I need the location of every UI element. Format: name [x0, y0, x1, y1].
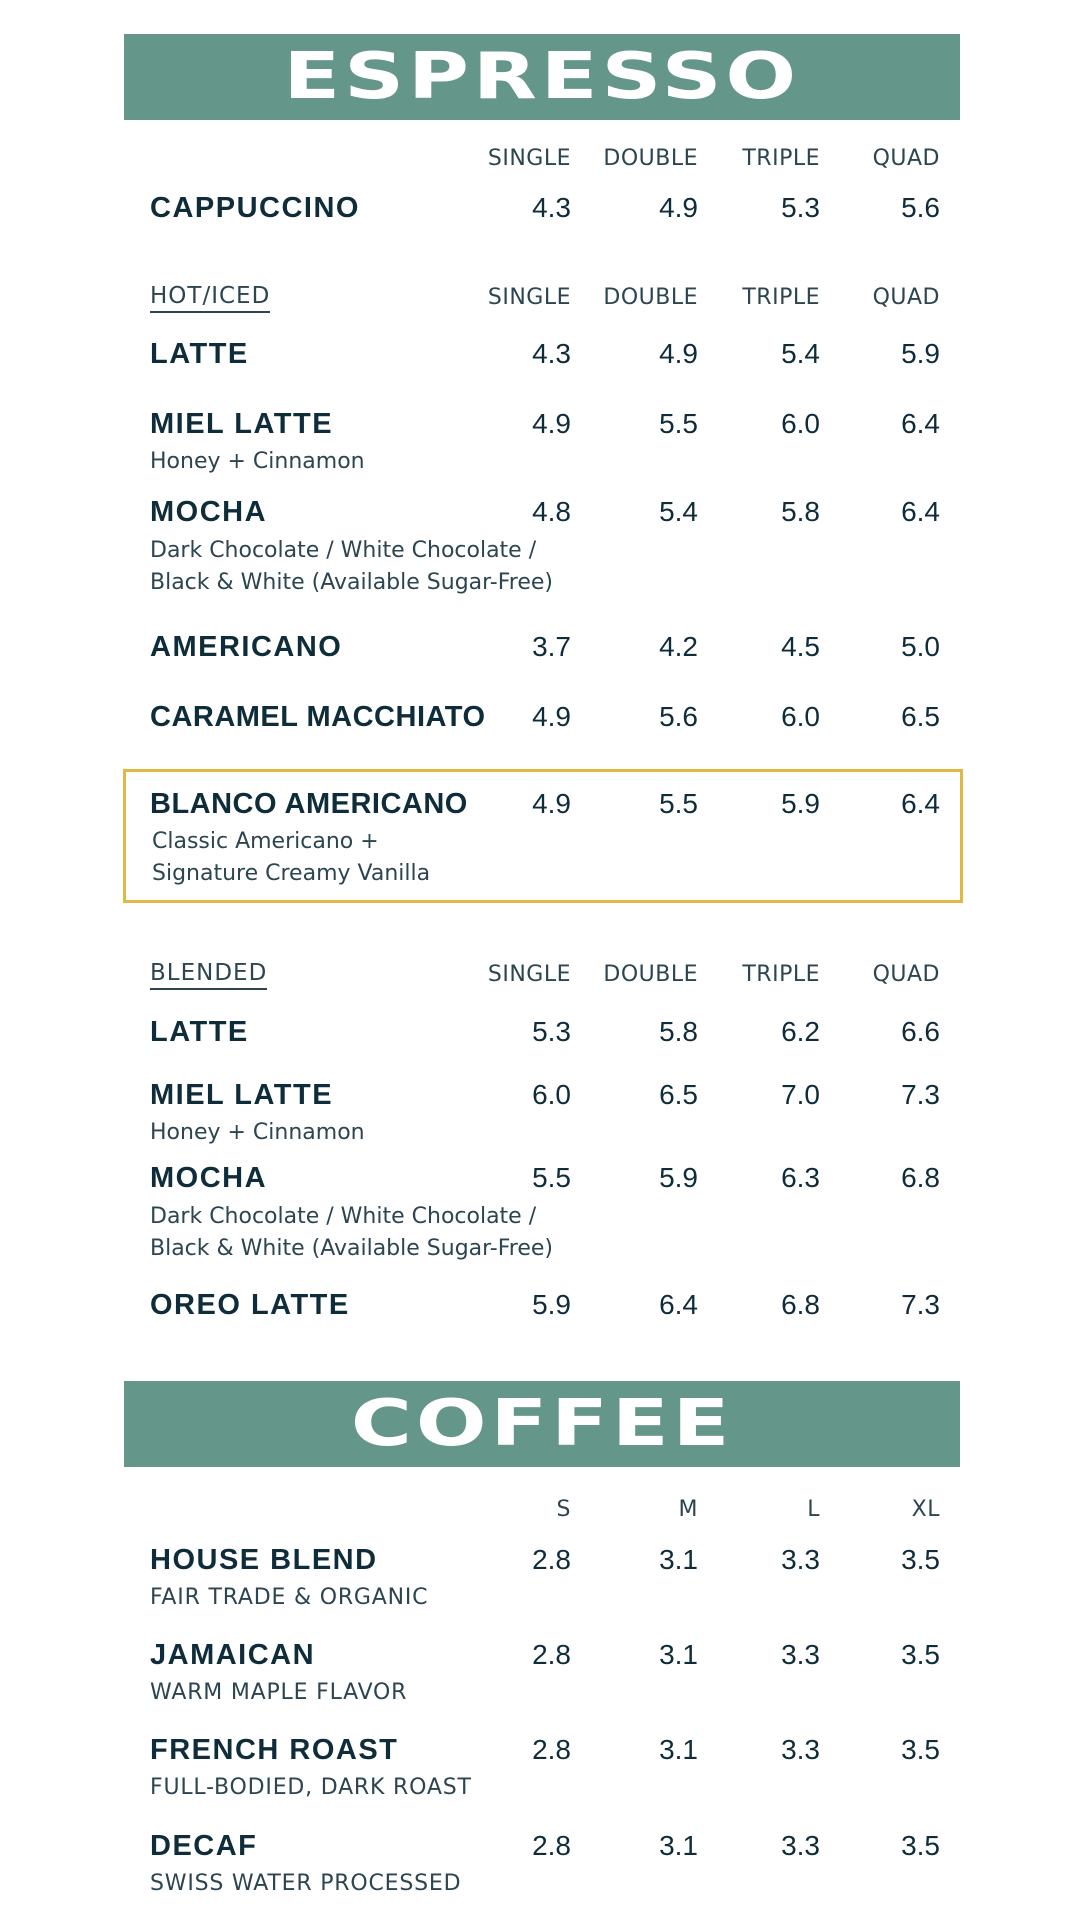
price-triple: 4.5 [781, 631, 820, 662]
size-header-single: SINGLE [487, 285, 571, 310]
price-quad: 6.4 [901, 496, 940, 527]
price-single: 4.9 [532, 408, 571, 439]
item-name: BLANCO AMERICANO [150, 788, 468, 820]
price-triple: 5.8 [781, 496, 820, 527]
item-description: WARM MAPLE FLAVOR [150, 1680, 408, 1705]
price-l: 3.3 [781, 1544, 820, 1575]
price-triple: 6.3 [781, 1162, 820, 1193]
price-double: 5.5 [659, 408, 698, 439]
price-double: 4.2 [659, 631, 698, 662]
price-quad: 5.9 [901, 338, 940, 369]
size-header-m: M [678, 1497, 698, 1522]
price-quad: 6.4 [901, 788, 940, 819]
price-single: 5.5 [532, 1162, 571, 1193]
item-description: Dark Chocolate / White Chocolate / [150, 538, 537, 563]
item-name: OREO LATTE [150, 1289, 350, 1321]
price-m: 3.1 [659, 1734, 698, 1765]
size-header-triple: TRIPLE [742, 285, 820, 310]
price-double: 6.4 [659, 1289, 698, 1320]
price-quad: 6.5 [901, 701, 940, 732]
size-header-l: L [807, 1497, 820, 1522]
price-s: 2.8 [532, 1830, 571, 1861]
price-xl: 3.5 [901, 1544, 940, 1575]
item-name: MIEL LATTE [150, 408, 334, 440]
item-description: Classic Americano + [152, 829, 379, 854]
price-single: 4.9 [532, 788, 571, 819]
item-name: MIEL LATTE [150, 1079, 334, 1111]
item-description: Honey + Cinnamon [150, 449, 365, 474]
price-triple: 5.9 [781, 788, 820, 819]
price-quad: 5.0 [901, 631, 940, 662]
price-triple: 5.3 [781, 192, 820, 223]
size-header-s: S [556, 1497, 571, 1522]
item-name: JAMAICAN [150, 1639, 316, 1671]
item-description: Honey + Cinnamon [150, 1120, 365, 1145]
item-name: DECAF [150, 1830, 258, 1862]
price-l: 3.3 [781, 1830, 820, 1861]
item-name: LATTE [150, 338, 249, 370]
item-description: SWISS WATER PROCESSED [150, 1871, 462, 1896]
price-l: 3.3 [781, 1639, 820, 1670]
price-double: 5.9 [659, 1162, 698, 1193]
item-name: CARAMEL MACCHIATO [150, 701, 486, 733]
item-name: LATTE [150, 1016, 249, 1048]
item-description: Black & White (Available Sugar-Free) [150, 1236, 553, 1261]
section-label-blended: BLENDED [150, 960, 267, 990]
price-triple: 7.0 [781, 1079, 820, 1110]
price-xl: 3.5 [901, 1639, 940, 1670]
price-quad: 7.3 [901, 1079, 940, 1110]
price-m: 3.1 [659, 1544, 698, 1575]
item-description: Signature Creamy Vanilla [152, 861, 431, 886]
size-header-double: DOUBLE [603, 285, 698, 310]
size-header-quad: QUAD [872, 146, 940, 171]
size-header-xl: XL [911, 1497, 940, 1522]
price-double: 6.5 [659, 1079, 698, 1110]
coffee-banner [124, 1381, 960, 1467]
section-label-hot-iced: HOT/ICED [150, 283, 270, 313]
item-name: FRENCH ROAST [150, 1734, 399, 1766]
price-triple: 6.2 [781, 1016, 820, 1047]
price-triple: 6.0 [781, 408, 820, 439]
price-s: 2.8 [532, 1734, 571, 1765]
price-quad: 7.3 [901, 1289, 940, 1320]
espresso-title: ESPRESSO [283, 40, 801, 114]
price-triple: 5.4 [781, 338, 820, 369]
price-double: 5.4 [659, 496, 698, 527]
price-single: 5.9 [532, 1289, 571, 1320]
price-single: 4.8 [532, 496, 571, 527]
size-header-single: SINGLE [487, 146, 571, 171]
size-header-triple: TRIPLE [742, 146, 820, 171]
price-single: 4.3 [532, 338, 571, 369]
price-xl: 3.5 [901, 1830, 940, 1861]
item-description: Dark Chocolate / White Chocolate / [150, 1204, 537, 1229]
price-single: 6.0 [532, 1079, 571, 1110]
price-single: 4.3 [532, 192, 571, 223]
price-quad: 6.4 [901, 408, 940, 439]
item-name: CAPPUCCINO [150, 192, 360, 224]
item-name: MOCHA [150, 1162, 268, 1194]
price-double: 5.6 [659, 701, 698, 732]
price-double: 4.9 [659, 192, 698, 223]
item-description: Black & White (Available Sugar-Free) [150, 570, 553, 595]
item-description: FULL-BODIED, DARK ROAST [150, 1775, 472, 1800]
price-m: 3.1 [659, 1830, 698, 1861]
item-name: HOUSE BLEND [150, 1544, 378, 1576]
price-double: 4.9 [659, 338, 698, 369]
price-single: 3.7 [532, 631, 571, 662]
item-name: MOCHA [150, 496, 268, 528]
price-l: 3.3 [781, 1734, 820, 1765]
size-header-triple: TRIPLE [742, 962, 820, 987]
size-header-double: DOUBLE [603, 962, 698, 987]
size-header-quad: QUAD [872, 962, 940, 987]
price-double: 5.5 [659, 788, 698, 819]
price-quad: 6.8 [901, 1162, 940, 1193]
coffee-title: COFFEE [350, 1387, 734, 1461]
price-quad: 6.6 [901, 1016, 940, 1047]
price-triple: 6.0 [781, 701, 820, 732]
price-s: 2.8 [532, 1544, 571, 1575]
item-name: AMERICANO [150, 631, 343, 663]
price-triple: 6.8 [781, 1289, 820, 1320]
espresso-banner [124, 34, 960, 120]
price-xl: 3.5 [901, 1734, 940, 1765]
price-single: 4.9 [532, 701, 571, 732]
item-description: FAIR TRADE & ORGANIC [150, 1585, 429, 1610]
price-double: 5.8 [659, 1016, 698, 1047]
size-header-single: SINGLE [487, 962, 571, 987]
size-header-double: DOUBLE [603, 146, 698, 171]
size-header-quad: QUAD [872, 285, 940, 310]
price-single: 5.3 [532, 1016, 571, 1047]
price-s: 2.8 [532, 1639, 571, 1670]
price-m: 3.1 [659, 1639, 698, 1670]
price-quad: 5.6 [901, 192, 940, 223]
